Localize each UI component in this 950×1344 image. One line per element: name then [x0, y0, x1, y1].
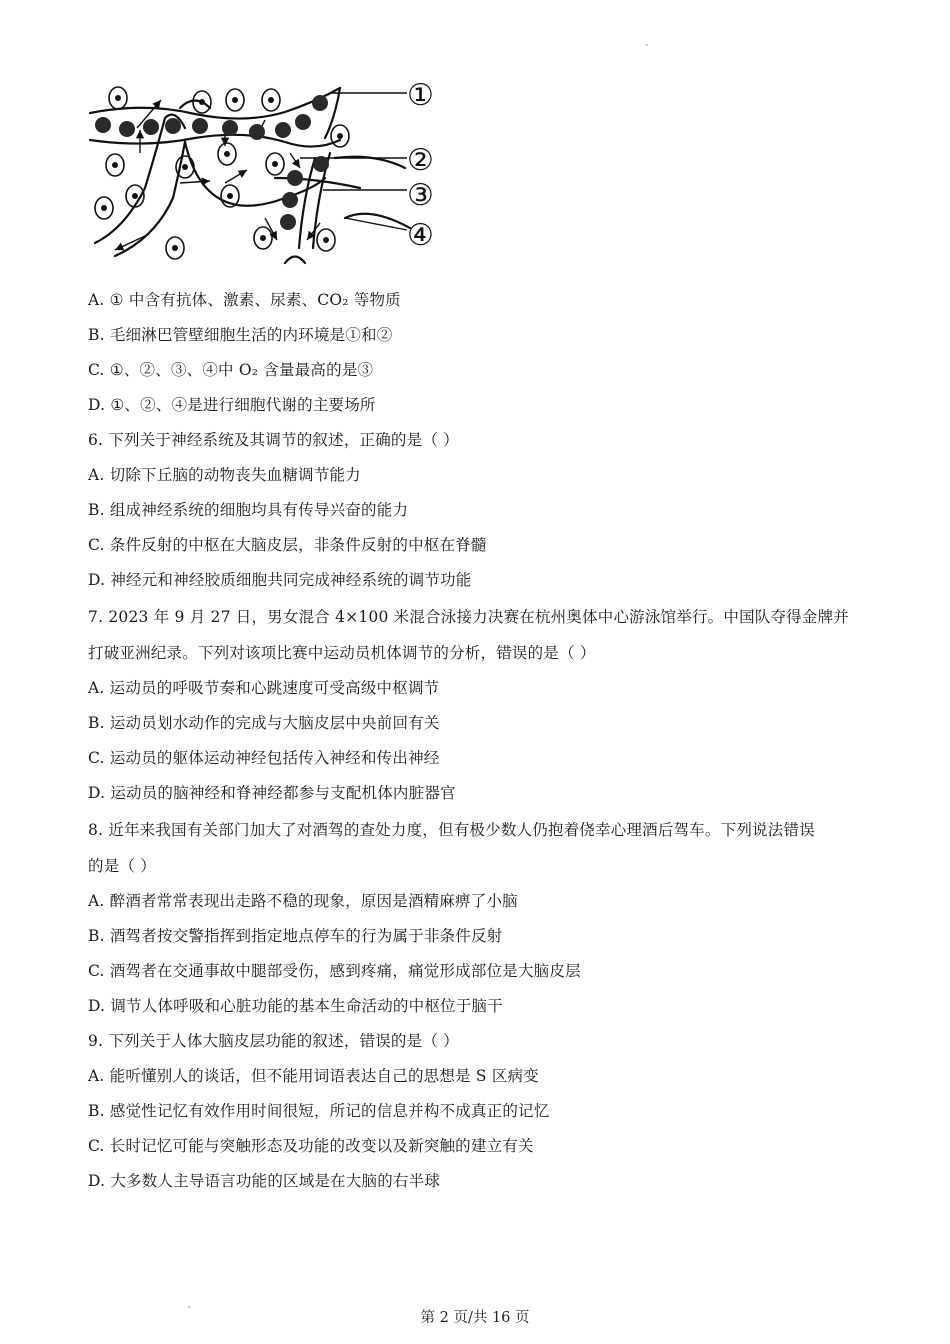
q8-option-a: A. 醉酒者常常表现出走路不稳的现象，原因是酒精麻痹了小脑 — [88, 892, 518, 910]
q6-option-b: B. 组成神经系统的细胞均具有传导兴奋的能力 — [88, 501, 409, 519]
q8-option-c: C. 酒驾者在交通事故中腿部受伤，感到疼痛，痛觉形成部位是大脑皮层 — [88, 962, 581, 980]
q7-stem-line1: 7. 2023 年 9 月 27 日，男女混合 4×100 米混合泳接力决赛在杭州奥体中心游泳馆举行。中国队夺得金牌并 — [88, 608, 849, 626]
q9-option-c: C. 长时记忆可能与突触形态及功能的改变以及新突触的建立有关 — [88, 1137, 534, 1155]
q7-option-d: D. 运动员的脑神经和脊神经都参与支配机体内脏器官 — [88, 784, 456, 802]
q5-option-b: B. 毛细淋巴管壁细胞生活的内环境是①和② — [88, 326, 393, 344]
q7-option-b: B. 运动员划水动作的完成与大脑皮层中央前回有关 — [88, 714, 440, 732]
scan-speck — [646, 44, 648, 46]
label-2: ② — [407, 143, 434, 178]
q7-option-c: C. 运动员的躯体运动神经包括传入神经和传出神经 — [88, 749, 440, 767]
q7-stem-line2: 打破亚洲纪录。下列对该项比赛中运动员机体调节的分析，错误的是（ ） — [88, 644, 596, 662]
tissue-diagram-svg — [85, 78, 455, 270]
q5-option-a: A. ① 中含有抗体、激素、尿素、CO₂ 等物质 — [88, 291, 401, 309]
label-4: ④ — [407, 218, 434, 253]
q6-option-a: A. 切除下丘脑的动物丧失血糖调节能力 — [88, 466, 361, 484]
q6-stem: 6. 下列关于神经系统及其调节的叙述，正确的是（ ） — [88, 431, 459, 449]
label-1: ① — [407, 78, 434, 113]
label-3: ③ — [407, 178, 434, 213]
page-footer: 第 2 页/共 16 页 — [420, 1310, 530, 1326]
q9-option-d: D. 大多数人主导语言功能的区域是在大脑的右半球 — [88, 1172, 441, 1190]
q9-option-b: B. 感觉性记忆有效作用时间很短，所记的信息并构不成真正的记忆 — [88, 1102, 550, 1120]
q9-option-a: A. 能听懂别人的谈话，但不能用词语表达自己的思想是 S 区病变 — [88, 1067, 539, 1085]
q8-stem-line1: 8. 近年来我国有关部门加大了对酒驾的查处力度，但有极少数人仍抱着侥幸心理酒后驾车。下列说法错误 — [88, 821, 815, 839]
q6-option-d: D. 神经元和神经胶质细胞共同完成神经系统的调节功能 — [88, 571, 472, 589]
tissue-diagram — [85, 78, 455, 270]
q5-option-c: C. ①、②、③、④中 O₂ 含量最高的是③ — [88, 361, 374, 379]
q7-option-a: A. 运动员的呼吸节奏和心跳速度可受高级中枢调节 — [88, 679, 440, 697]
q8-option-b: B. 酒驾者按交警指挥到指定地点停车的行为属于非条件反射 — [88, 927, 503, 945]
q6-option-c: C. 条件反射的中枢在大脑皮层，非条件反射的中枢在脊髓 — [88, 536, 487, 554]
q5-option-d: D. ①、②、④是进行细胞代谢的主要场所 — [88, 396, 376, 414]
q9-stem: 9. 下列关于人体大脑皮层功能的叙述，错误的是（ ） — [88, 1032, 459, 1050]
q8-option-d: D. 调节人体呼吸和心脏功能的基本生命活动的中枢位于脑干 — [88, 997, 503, 1015]
q8-stem-line2: 的是（ ） — [88, 857, 156, 875]
